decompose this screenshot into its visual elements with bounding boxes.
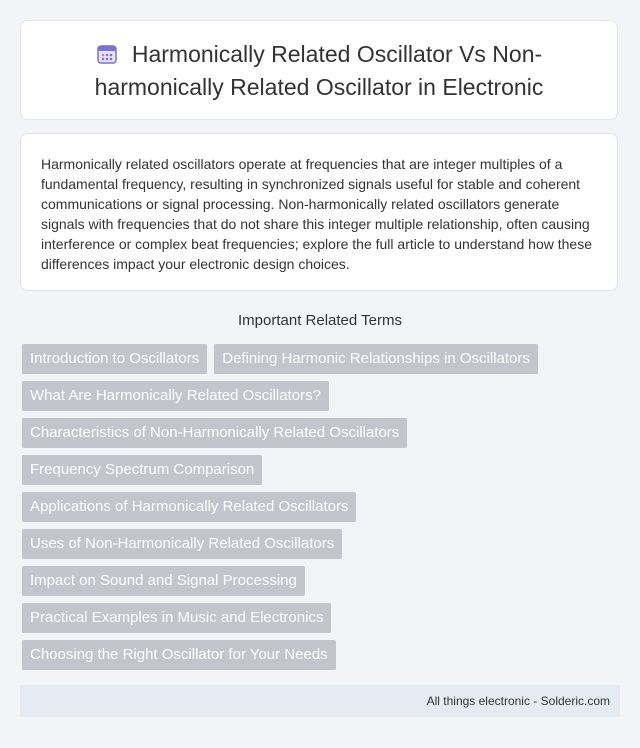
summary-text: Harmonically related oscillators operate at frequencies that are integer multiples of a fundamental frequency, resulting in synchronized signals useful for stable and coherent communications or signal processing. Non-harmonically related oscillators generate signals with frequencies that do not share this integer multiple relationship, often causing interference or complex beat frequencies; explore the full article to understand how these differences impact your electronic design choices. xyxy=(41,156,592,272)
summary-card xyxy=(20,133,618,291)
calendar-icon xyxy=(96,42,118,72)
term-tag[interactable]: Defining Harmonic Relationships in Oscillators xyxy=(214,344,538,374)
term-tag[interactable]: Practical Examples in Music and Electronics xyxy=(22,603,331,633)
term-tag[interactable]: Frequency Spectrum Comparison xyxy=(22,455,262,485)
term-tag[interactable]: Uses of Non-Harmonically Related Oscillators xyxy=(22,529,342,559)
page-title: Harmonically Related Oscillator Vs Non-harmonically Related Oscillator in Electronic xyxy=(94,40,544,100)
term-tag[interactable]: Characteristics of Non-Harmonically Related Oscillators xyxy=(22,418,407,448)
terms-list xyxy=(22,344,622,677)
term-tag[interactable]: Impact on Sound and Signal Processing xyxy=(22,566,305,596)
terms-heading: Important Related Terms xyxy=(238,312,402,329)
footer-text: All things electronic - Solderic.com xyxy=(426,694,610,708)
footer xyxy=(20,685,620,717)
term-tag[interactable]: Introduction to Oscillators xyxy=(22,344,207,374)
page-title-wrap xyxy=(21,39,617,102)
title-card xyxy=(20,20,618,120)
term-tag[interactable]: Choosing the Right Oscillator for Your Needs xyxy=(22,640,336,670)
term-tag[interactable]: Applications of Harmonically Related Oscillators xyxy=(22,492,356,522)
term-tag[interactable]: What Are Harmonically Related Oscillators? xyxy=(22,381,329,411)
